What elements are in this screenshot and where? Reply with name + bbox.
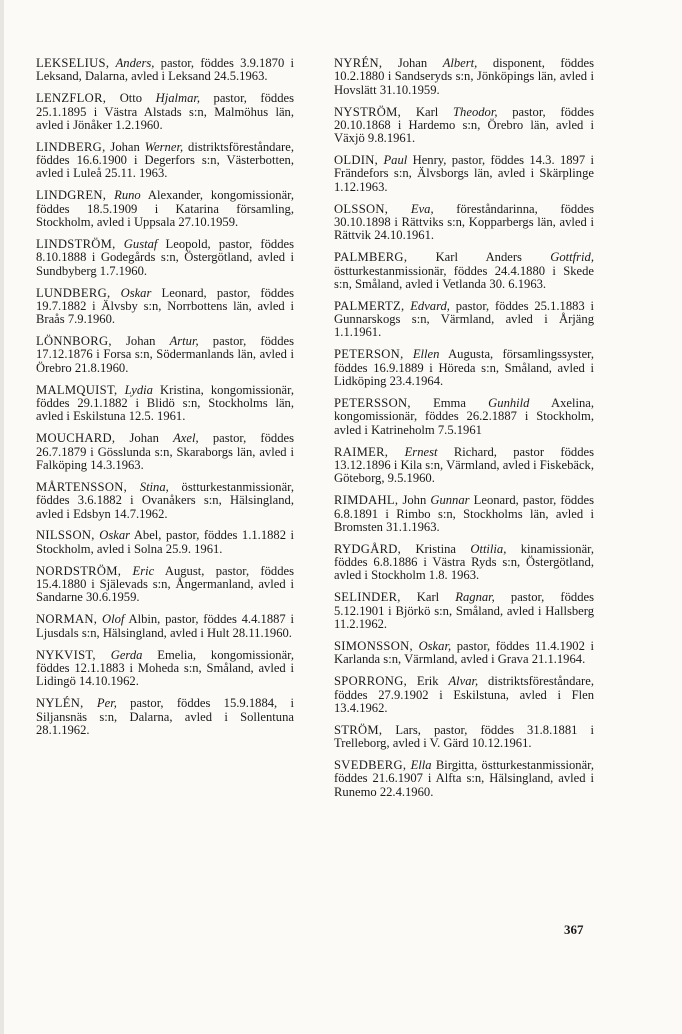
- entry-text: [106, 188, 114, 202]
- entry-given-name: Edvard,: [410, 298, 450, 313]
- entry-given-name: Ellen: [412, 347, 440, 362]
- entry-surname: SVEDBERG,: [334, 758, 407, 773]
- entry-surname: NYKVIST,: [36, 647, 96, 662]
- entry-text: August, pastor, föddes 15.4.1880 i Själevads s:n, Ångermanland, avled i Sandarne 30.6.1959.: [36, 563, 294, 605]
- entry-text: Emma: [410, 396, 489, 411]
- entry-text: pastor, föddes 25.1.1895 i Västra Alstads s:n, Malmöhus län, avled i Jönåker 1.2.1960.: [36, 91, 295, 132]
- entry-text: Leonard, pastor, föddes 6.8.1891 i Rimbo s:n, Stockholms län, avled i Bromsten 31.1.1963.: [334, 493, 594, 534]
- obituary-entry: [36, 384, 294, 424]
- entry-given-name: Eva,: [410, 201, 434, 216]
- obituary-entry: [334, 300, 594, 340]
- obituary-entry: [334, 759, 594, 799]
- entry-text: Johan: [111, 334, 170, 349]
- obituary-entry: [334, 591, 594, 631]
- entry-surname: PETERSSON,: [334, 396, 411, 411]
- obituary-entry: [334, 154, 594, 194]
- entry-surname: PALMBERG,: [334, 250, 408, 265]
- entry-given-name: Gunnar: [430, 493, 470, 508]
- entry-text: Kristina: [401, 541, 471, 556]
- entry-text: Johan: [105, 139, 145, 154]
- obituary-entry: [334, 57, 594, 97]
- obituary-entry: [334, 203, 594, 243]
- entry-surname: SIMONSSON,: [334, 638, 413, 653]
- entry-given-name: Theodor,: [453, 104, 498, 119]
- entry-text: Leopold, pastor, föddes 8.10.1888 i Godegårds s:n, Östergötland, avled i Sundbyberg 1.7.1960.: [36, 237, 294, 278]
- entry-surname: NORDSTRÖM,: [36, 563, 122, 578]
- entry-given-name: Olof: [102, 612, 125, 627]
- entry-text: Karl Anders: [407, 250, 551, 265]
- entry-text: pastor, föddes 31.8.1881 i Trelleborg, avled i V. Gärd 10.12.1961.: [334, 722, 594, 751]
- entry-surname: MALMQUIST,: [36, 382, 118, 397]
- obituary-entry: [334, 348, 594, 388]
- entry-text: Kristina, kongomissionär, föddes 29.1.1882 i Blidö s:n, Stockholms län, avled i Eskilstuna 12.5. 1961.: [36, 382, 294, 424]
- entry-text: pastor, föddes 15.9.1884, i Siljansnäs s:n, Dalarna, avled i Sollentuna 28.1.1962.: [36, 696, 294, 737]
- obituary-entry: [36, 649, 294, 689]
- entry-text: Lars,: [382, 722, 434, 737]
- entry-given-name: Ella: [410, 758, 432, 773]
- entry-given-name: Runo: [114, 188, 141, 203]
- obituary-entry: [334, 494, 594, 534]
- entry-text: [127, 480, 140, 494]
- entry-text: Karl: [400, 590, 456, 605]
- entry-surname: LEKSELIUS,: [36, 56, 110, 70]
- entry-text: [388, 445, 404, 459]
- obituary-entry: [334, 724, 594, 751]
- entry-surname: MOUCHARD,: [36, 431, 116, 446]
- obituary-entry: [334, 640, 594, 667]
- entry-text: föreståndarinna, föddes 30.10.1898 i Rättviks s:n, Kopparbergs län, avled i Rättvik 24.10.1961.: [334, 201, 594, 243]
- right-column: [334, 57, 594, 808]
- entry-surname: NYRÉN,: [334, 56, 383, 70]
- entry-given-name: Lydia: [124, 382, 153, 397]
- entry-text: östturkestanmissionär, föddes 24.4.1880 i Skede s:n, Småland, avled i Vetlanda 30. 6.1963.: [334, 263, 594, 291]
- entry-text: Johan: [115, 431, 174, 446]
- entry-text: Emelia, kongomissionär, föddes 12.1.1883 i Moheda s:n, Småland, avled i Lidingö 14.10.1962.: [36, 647, 294, 689]
- entry-given-name: Paul: [383, 153, 408, 168]
- entry-given-name: Per,: [96, 696, 117, 711]
- entry-surname: LÖNNBORG,: [36, 334, 112, 349]
- entry-text: kinamissionär, föddes 6.8.1886 i Västra Ryds s:n, Östergötland, avled i Stockholm 1.8. 1963.: [334, 541, 594, 583]
- obituary-entry: [334, 397, 594, 437]
- entry-given-name: Gerda: [110, 647, 143, 662]
- entry-given-name: Artur,: [169, 334, 199, 349]
- entry-text: John: [398, 493, 431, 508]
- entry-text: Alexander, kongomissionär, föddes 18.5.1909 i Katarina församling, Stockholm, avled i Uppsala 27.10.1959.: [36, 188, 295, 230]
- obituary-entry: [36, 432, 294, 472]
- entry-surname: OLSSON,: [334, 201, 389, 216]
- entry-surname: NYLÉN,: [36, 696, 84, 711]
- entry-text: Abel, pastor, föddes 1.1.1882 i Stockholm, avled i Solna 25.9. 1961.: [36, 528, 294, 556]
- entry-text: pastor, föddes 20.10.1868 i Hardemo s:n, Örebro län, avled i Växjö 9.8.1961.: [334, 104, 594, 146]
- entry-text: [116, 237, 124, 251]
- entry-text: Leonard, pastor, föddes 19.7.1882 i Älvsby s:n, Norrbottens län, avled i Braås 7.9.1960.: [36, 285, 294, 327]
- entry-text: Birgitta, östturkestanmissionär, föddes 21.6.1907 i Alfta s:n, Hälsingland, avled i Runemo 22.4.1960.: [334, 758, 594, 799]
- entry-surname: LINDBERG,: [36, 139, 106, 154]
- entry-given-name: Ottilia,: [470, 541, 507, 556]
- obituary-entry: [36, 238, 294, 278]
- obituary-entry: [36, 287, 294, 327]
- entry-text: pastor, föddes 5.12.1901 i Björkö s:n, Småland, avled i Hallsberg 11.2.1962.: [334, 590, 594, 631]
- entry-surname: LUNDBERG,: [36, 285, 111, 300]
- entry-given-name: Albert,: [442, 56, 478, 70]
- entry-given-name: Oskar,: [418, 638, 452, 653]
- entry-text: [404, 347, 413, 361]
- obituary-entry: [334, 675, 594, 715]
- entry-surname: RAIMER,: [334, 444, 389, 459]
- entry-given-name: Ernest: [404, 444, 438, 459]
- obituary-entry: [36, 697, 294, 737]
- obituary-entry: [334, 251, 594, 291]
- entry-surname: SELINDER,: [334, 590, 401, 605]
- entry-text: östturkestanmissionär, föddes 3.6.1882 i Ovanåkers s:n, Hälsingland, avled i Edsbyn 14.7.1962.: [36, 479, 294, 521]
- entry-text: [121, 564, 132, 578]
- entry-text: pastor, föddes 25.1.1883 i Gunnarskogs s:n, Värmland, avled i Årjäng 1.1.1961.: [334, 298, 594, 340]
- entry-text: Otto: [106, 91, 156, 106]
- obituary-entry: [36, 481, 294, 521]
- entry-text: Johan: [382, 56, 443, 70]
- entry-text: Richard, pastor föddes 13.12.1896 i Kila s:n, Värmland, avled i Fiskebäck, Göteborg, 9.5.1960.: [334, 444, 594, 486]
- entry-surname: PETERSON,: [334, 347, 404, 362]
- entry-given-name: Gustaf: [123, 237, 158, 252]
- entry-given-name: Eric: [132, 563, 155, 578]
- obituary-entry: [36, 57, 294, 84]
- entry-text: [117, 383, 124, 397]
- obituary-entry: [36, 92, 294, 132]
- entry-text: distriktsföreståndare, föddes 16.6.1900 i Degerfors s:n, Västerbotten, avled i Luleå 25.11. 1963.: [36, 139, 294, 181]
- obituary-entry: [36, 529, 294, 556]
- entry-text: pastor, föddes 3.9.1870 i Leksand, Dalarna, avled i Leksand 24.5.1963.: [36, 56, 294, 84]
- entry-text: distriktsföreståndare, föddes 27.9.1902 i Eskilstuna, avled i Flen 13.4.1962.: [334, 674, 594, 715]
- entry-surname: NILSSON,: [36, 528, 95, 543]
- entry-given-name: Stina,: [139, 479, 169, 494]
- entry-text: disponent, föddes 10.2.1880 i Sandseryds s:n, Jönköpings län, avled i Hovslätt 31.10.1959.: [334, 56, 594, 97]
- entry-surname: LINDSTRÖM,: [36, 237, 116, 252]
- entry-text: pastor, föddes 17.12.1876 i Forsa s:n, Södermanlands län, avled i Örebro 21.8.1960.: [36, 334, 294, 375]
- entry-text: pastor, föddes 26.7.1879 i Gösslunda s:n, Skaraborgs län, avled i Falköping 14.3.1963.: [36, 431, 294, 472]
- entry-given-name: Ragnar,: [455, 590, 495, 605]
- entry-text: [84, 696, 97, 710]
- left-column: [36, 57, 294, 746]
- entry-given-name: Werner,: [144, 139, 184, 154]
- entry-text: Albin, pastor, föddes 4.4.1887 i Ljusdals s:n, Hälsingland, avled i Hult 28.11.1960.: [36, 612, 294, 640]
- entry-surname: RYDGÅRD,: [334, 541, 402, 556]
- entry-given-name: Hjalmar,: [155, 91, 201, 106]
- obituary-entry: [36, 565, 294, 605]
- entry-surname: NORMAN,: [36, 612, 98, 627]
- entry-text: [388, 202, 411, 216]
- entry-text: Augusta, församlingssyster, föddes 16.9.1889 i Höreda s:n, Småland, avled i Lidköping 23.4.1964.: [334, 347, 594, 389]
- entry-surname: NYSTRÖM,: [334, 104, 402, 119]
- obituary-entry: [334, 446, 594, 486]
- page-edge: [0, 0, 4, 1034]
- entry-given-name: Oskar: [120, 285, 152, 300]
- obituary-entry: [334, 543, 594, 583]
- entry-surname: RIMDAHL,: [334, 493, 399, 508]
- entry-text: Karl: [401, 104, 454, 119]
- entry-surname: LINDGREN,: [36, 188, 107, 203]
- entry-surname: PALMERTZ,: [334, 298, 405, 313]
- obituary-entry: [36, 613, 294, 640]
- entry-given-name: Gunhild: [488, 396, 530, 411]
- entry-surname: STRÖM,: [334, 722, 383, 737]
- entry-text: [110, 286, 120, 300]
- entry-surname: OLDIN,: [334, 153, 379, 168]
- entry-surname: MÅRTENSSON,: [36, 479, 128, 494]
- entry-surname: SPORRONG,: [334, 674, 408, 689]
- entry-text: [96, 648, 111, 662]
- entry-text: pastor, föddes 11.4.1902 i Karlanda s:n, Värmland, avled i Grava 21.1.1964.: [334, 638, 594, 667]
- entry-given-name: Axel,: [173, 431, 199, 446]
- entry-given-name: Anders,: [115, 56, 155, 70]
- entry-text: Erik: [407, 674, 449, 689]
- obituary-entry: [36, 141, 294, 181]
- entry-given-name: Gottfrid,: [550, 250, 594, 265]
- page-number: 367: [564, 922, 584, 937]
- entry-given-name: Oskar: [99, 528, 131, 543]
- entry-surname: LENZFLOR,: [36, 91, 107, 106]
- entry-given-name: Alvar,: [448, 674, 479, 689]
- entry-text: Henry, pastor, föddes 14.3. 1897 i Frändefors s:n, Älvsborgs län, avled i Skärplinge 1.12.1963.: [334, 153, 594, 194]
- entry-text: Axelina, kongomissionär, föddes 26.2.1887 i Stockholm, avled i Katrineholm 7.5.1961: [334, 396, 594, 437]
- obituary-entry: [334, 106, 594, 146]
- obituary-entry: [36, 335, 294, 375]
- obituary-entry: [36, 189, 294, 229]
